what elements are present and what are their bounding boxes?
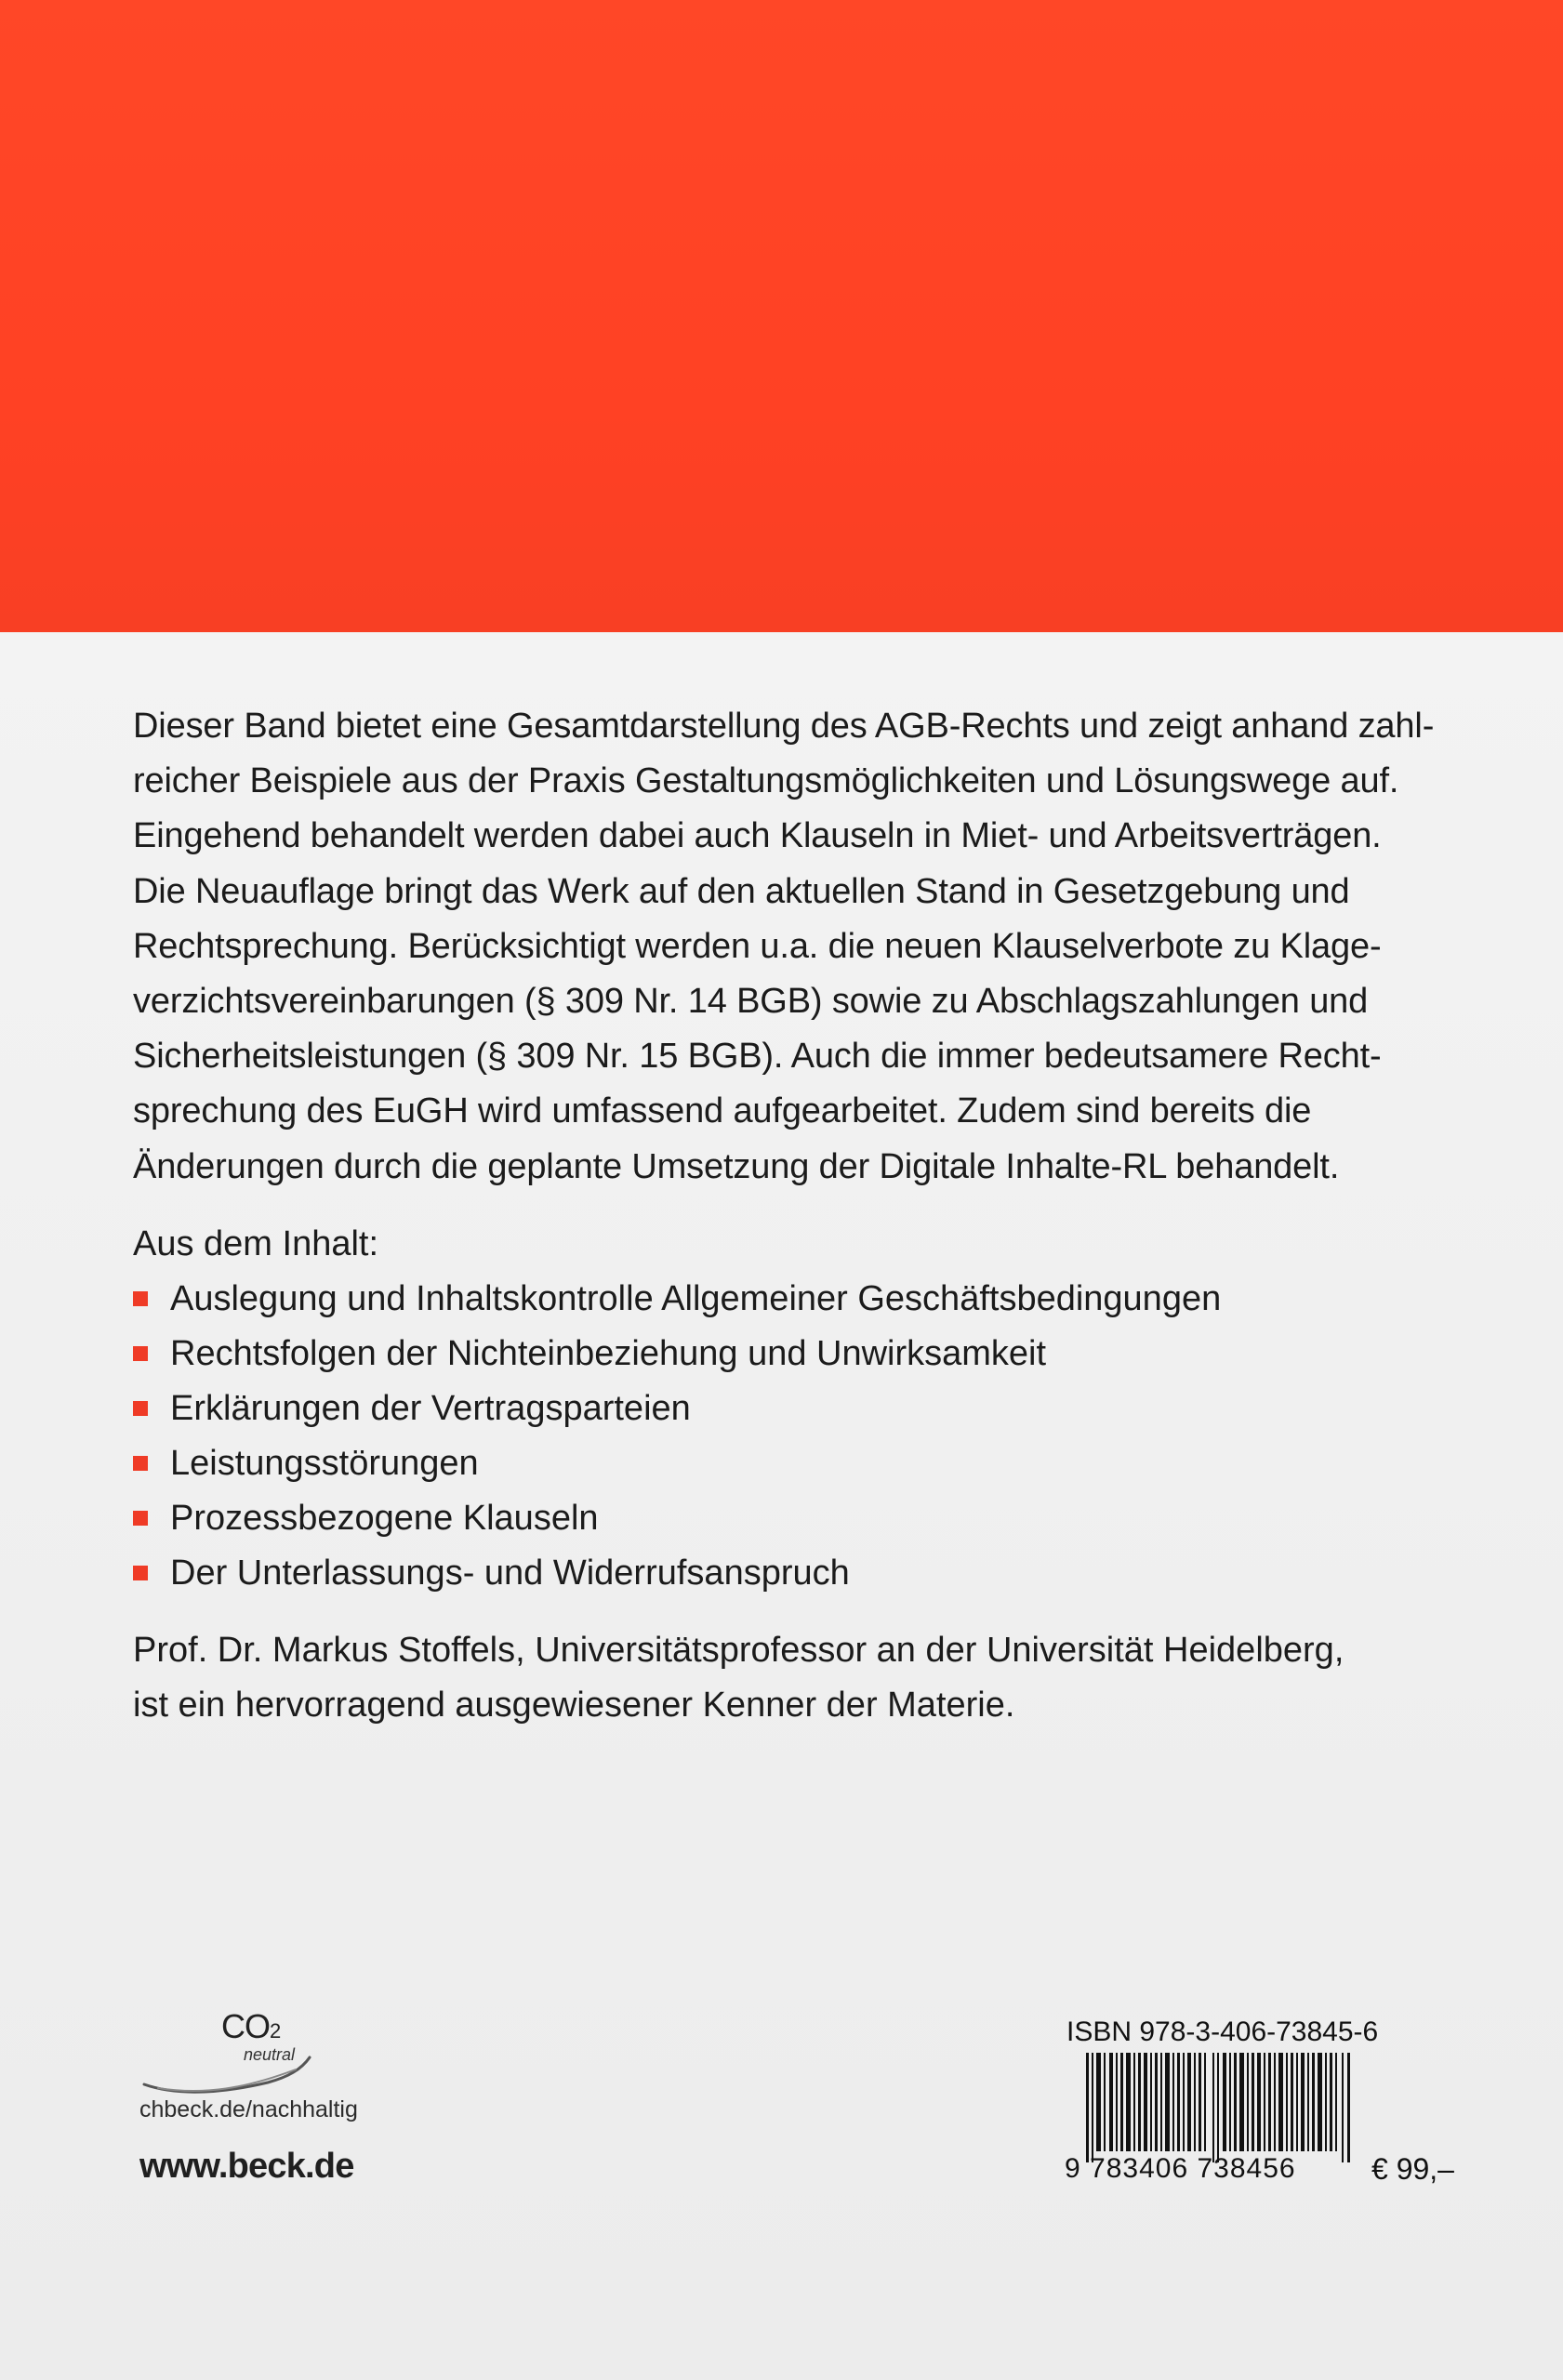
list-item bbox=[133, 1272, 1472, 1327]
red-square-bullet-icon bbox=[133, 1511, 148, 1526]
price: € 99,– bbox=[1371, 2152, 1454, 2186]
list-item bbox=[133, 1546, 1472, 1601]
author-bio bbox=[133, 1623, 1472, 1733]
red-square-bullet-icon bbox=[133, 1566, 148, 1580]
description-line: Änderungen durch die geplante Umsetzung der Digitale Inhalte-RL behandelt. bbox=[133, 1146, 1340, 1186]
description-line: Eingehend behandelt werden dabei auch Klauseln in Miet- und Arbeitsverträgen. bbox=[133, 816, 1382, 856]
description-line: Rechtsprechung. Berücksichtigt werden u.a. die neuen Klauselverbote zu Klage- bbox=[133, 926, 1382, 966]
list-item-text: Der Unterlassungs- und Widerrufsanspruch bbox=[170, 1553, 850, 1593]
list-item bbox=[133, 1327, 1472, 1382]
description-line: Dieser Band bietet eine Gesamtdarstellung des AGB-Rechts und zeigt anhand zahl- bbox=[133, 707, 1435, 746]
publisher-website: www.beck.de bbox=[139, 2147, 354, 2186]
description-line: verzichtsvereinbarungen (§ 309 Nr. 14 BGB) sowie zu Abschlagszahlungen und bbox=[133, 982, 1369, 1022]
description-line: Sicherheitsleistungen (§ 309 Nr. 15 BGB). Auch die immer bedeutsamere Recht- bbox=[133, 1037, 1382, 1077]
description-line: Die Neuauflage bringt das Werk auf den aktuellen Stand in Gesetzgebung und bbox=[133, 871, 1350, 911]
list-item-text: Leistungsstörungen bbox=[170, 1443, 479, 1483]
red-square-bullet-icon bbox=[133, 1346, 148, 1361]
list-item-text: Erklärungen der Vertragsparteien bbox=[170, 1388, 691, 1428]
leaf-swoosh-icon bbox=[139, 2047, 316, 2097]
contents-heading: Aus dem Inhalt: bbox=[133, 1223, 379, 1263]
cover-red-band bbox=[0, 0, 1563, 632]
list-item-text: Auslegung und Inhaltskontrolle Allgemeiner Geschäftsbedingungen bbox=[170, 1278, 1222, 1318]
co2-neutral-logo bbox=[221, 2008, 280, 2050]
sustainability-url: chbeck.de/nachhaltig bbox=[139, 2096, 358, 2122]
barcode-number: 9 783406 738456 bbox=[1065, 2153, 1296, 2184]
red-square-bullet-icon bbox=[133, 1291, 148, 1306]
neutral-text: neutral bbox=[244, 2045, 296, 2064]
contents-list bbox=[133, 1272, 1472, 1601]
red-square-bullet-icon bbox=[133, 1456, 148, 1471]
red-square-bullet-icon bbox=[133, 1401, 148, 1416]
list-item bbox=[133, 1436, 1472, 1491]
co2-text: CO bbox=[221, 2007, 270, 2045]
list-item bbox=[133, 1491, 1472, 1546]
description-line: reicher Beispiele aus der Praxis Gestaltungsmöglichkeiten und Lösungswege auf. bbox=[133, 761, 1399, 801]
isbn-barcode-block bbox=[1065, 2016, 1492, 2186]
description bbox=[133, 699, 1472, 1195]
back-cover-text bbox=[133, 699, 1472, 1733]
isbn-label: ISBN 978-3-406-73845-6 bbox=[1066, 2016, 1379, 2047]
list-item-text: Rechtsfolgen der Nichteinbeziehung und Unwirksamkeit bbox=[170, 1333, 1047, 1373]
list-item bbox=[133, 1382, 1472, 1436]
co2-subscript: 2 bbox=[270, 2019, 281, 2043]
author-line: Prof. Dr. Markus Stoffels, Universitätsprofessor an der Universität Heidelberg, bbox=[133, 1630, 1344, 1670]
list-item-text: Prozessbezogene Klauseln bbox=[170, 1498, 599, 1538]
barcode-icon bbox=[1086, 2053, 1353, 2162]
author-line: ist ein hervorragend ausgewiesener Kenner der Materie. bbox=[133, 1685, 1015, 1725]
description-line: sprechung des EuGH wird umfassend aufgearbeitet. Zudem sind bereits die bbox=[133, 1091, 1312, 1131]
